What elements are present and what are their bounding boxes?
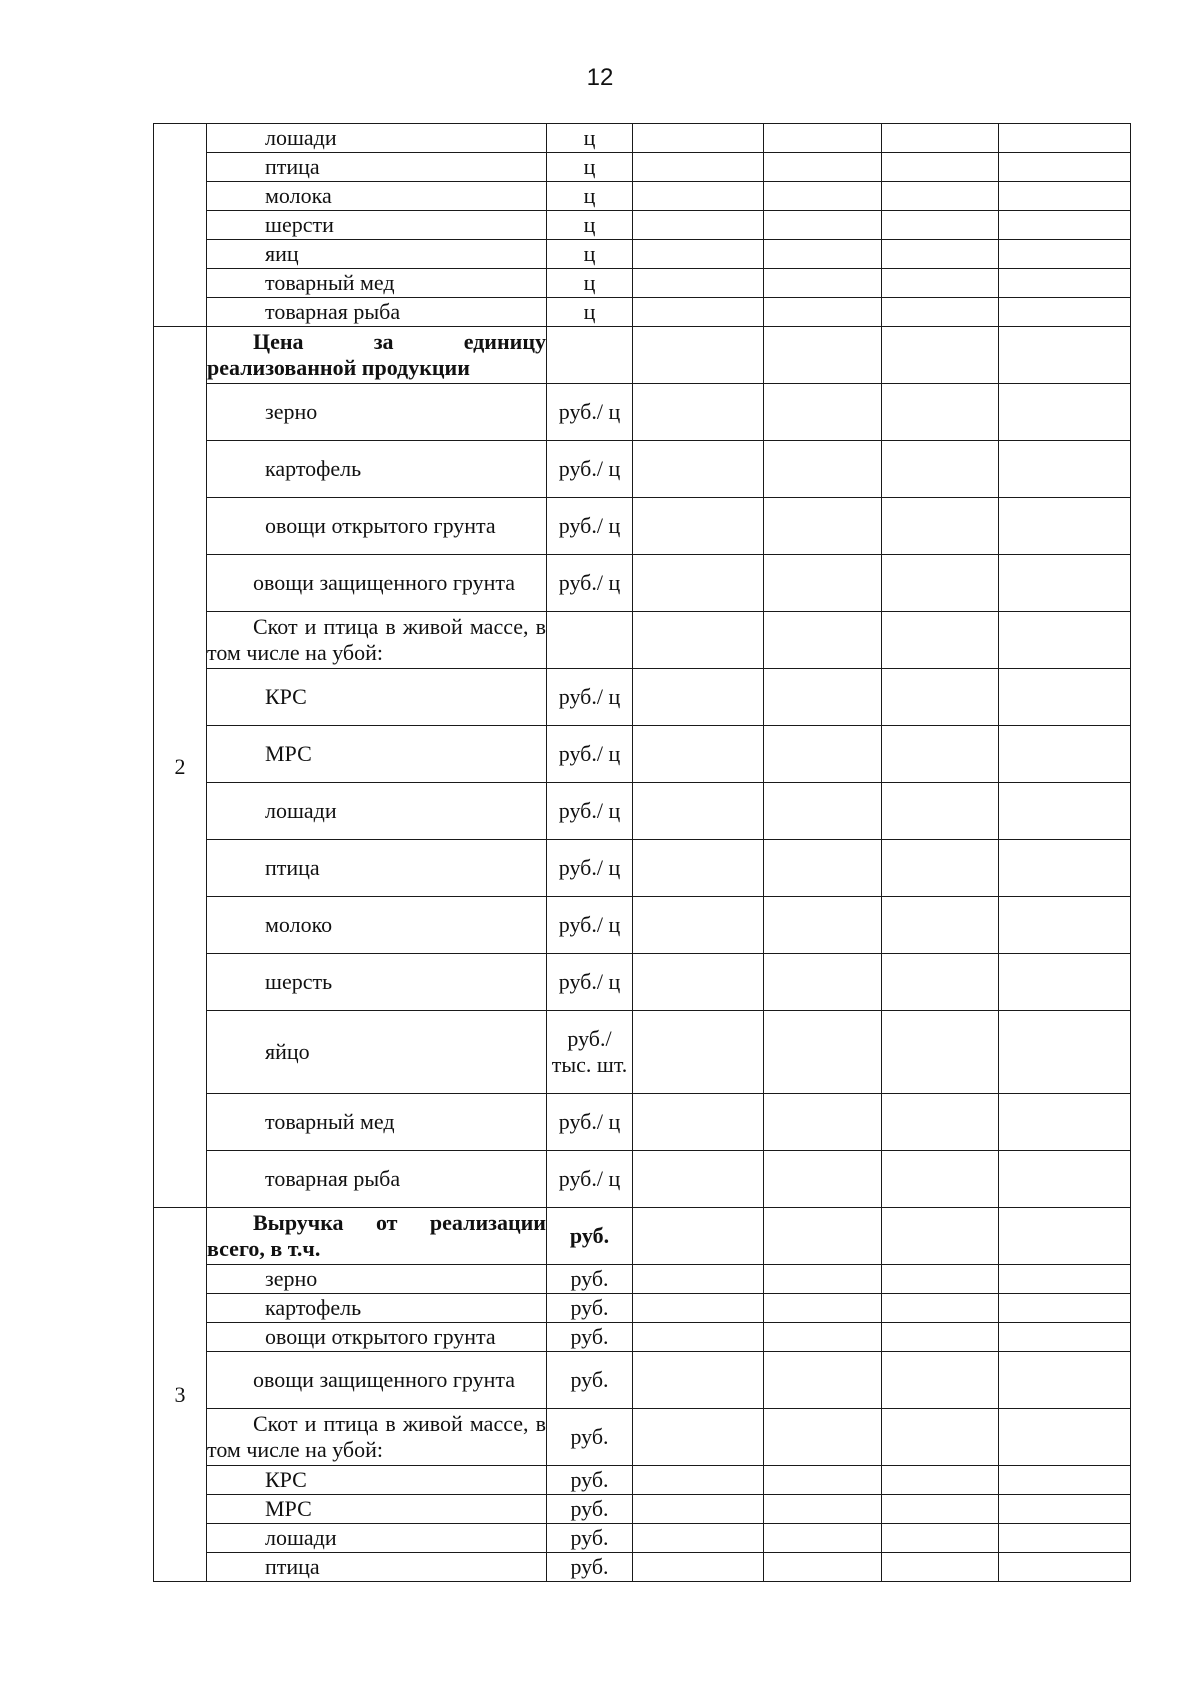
- unit-cell: руб.: [547, 1352, 633, 1409]
- unit-cell: руб.: [547, 1294, 633, 1323]
- unit-cell: руб./ ц: [547, 1094, 633, 1151]
- value-cell[interactable]: [999, 1323, 1131, 1352]
- table-row: [154, 269, 1131, 298]
- value-cell[interactable]: [999, 840, 1131, 897]
- row-label-cell: [207, 1208, 547, 1265]
- data-table: [153, 123, 1131, 1582]
- table-row: [154, 840, 1131, 897]
- page-number: 12: [586, 64, 614, 91]
- value-cell[interactable]: [882, 954, 999, 1011]
- unit-cell: ц: [547, 124, 633, 153]
- value-cell[interactable]: [764, 182, 882, 211]
- value-cell[interactable]: [764, 1553, 882, 1582]
- row-label-text: Выручка от реализации всего, в т.ч.: [207, 1210, 546, 1261]
- value-cell[interactable]: [882, 1495, 999, 1524]
- row-label-cell: картофель: [207, 1294, 547, 1323]
- unit-cell: ц: [547, 269, 633, 298]
- value-cell[interactable]: [764, 1294, 882, 1323]
- value-cell[interactable]: [999, 1524, 1131, 1553]
- unit-cell: руб./ ц: [547, 897, 633, 954]
- row-label-text: овощи защищенного грунта: [253, 1367, 516, 1392]
- unit-cell: [547, 327, 633, 384]
- value-cell[interactable]: [633, 1011, 764, 1094]
- value-cell[interactable]: [882, 1094, 999, 1151]
- value-cell[interactable]: [882, 384, 999, 441]
- value-cell[interactable]: [633, 1094, 764, 1151]
- row-label-cell: товарный мед: [207, 1094, 547, 1151]
- table-row: [154, 1524, 1131, 1553]
- unit-cell: руб./ ц: [547, 726, 633, 783]
- value-cell[interactable]: [633, 897, 764, 954]
- table-row: [154, 1151, 1131, 1208]
- value-cell[interactable]: [999, 1352, 1131, 1409]
- row-label-cell: овощи открытого грунта: [207, 498, 547, 555]
- value-cell[interactable]: [764, 555, 882, 612]
- row-label-cell: товарный мед: [207, 269, 547, 298]
- value-cell[interactable]: [882, 240, 999, 269]
- row-label-cell: овощи открытого грунта: [207, 1323, 547, 1352]
- unit-cell: ц: [547, 240, 633, 269]
- row-label-cell: молоко: [207, 897, 547, 954]
- value-cell[interactable]: [882, 269, 999, 298]
- value-cell[interactable]: [999, 1495, 1131, 1524]
- row-label-cell: [207, 1409, 547, 1466]
- value-cell[interactable]: [882, 1323, 999, 1352]
- value-cell[interactable]: [764, 1409, 882, 1466]
- value-cell[interactable]: [764, 153, 882, 182]
- unit-cell: руб./ ц: [547, 840, 633, 897]
- value-cell[interactable]: [764, 269, 882, 298]
- row-label-cell: зерно: [207, 1265, 547, 1294]
- value-cell[interactable]: [764, 1208, 882, 1265]
- table-row: [154, 1265, 1131, 1294]
- value-cell[interactable]: [999, 612, 1131, 669]
- table-row: [154, 1352, 1131, 1409]
- value-cell[interactable]: [633, 669, 764, 726]
- value-cell[interactable]: [764, 783, 882, 840]
- value-cell[interactable]: [633, 1323, 764, 1352]
- table-row: [154, 1094, 1131, 1151]
- row-label-text: Цена за единицу реализованной продукции: [207, 329, 546, 380]
- row-label-cell: МРС: [207, 726, 547, 783]
- table-row: [154, 1011, 1131, 1094]
- unit-cell: руб./ тыс. шт.: [547, 1011, 633, 1094]
- table-row: [154, 1553, 1131, 1582]
- value-cell[interactable]: [999, 1553, 1131, 1582]
- value-cell[interactable]: [999, 269, 1131, 298]
- table-row: [154, 1294, 1131, 1323]
- value-cell[interactable]: [999, 498, 1131, 555]
- value-cell[interactable]: [999, 384, 1131, 441]
- value-cell[interactable]: [764, 726, 882, 783]
- unit-cell: руб.: [547, 1495, 633, 1524]
- value-cell[interactable]: [764, 384, 882, 441]
- row-label-cell: КРС: [207, 669, 547, 726]
- value-cell[interactable]: [633, 954, 764, 1011]
- table-row: [154, 124, 1131, 153]
- unit-cell: руб./ ц: [547, 498, 633, 555]
- table-row: [154, 153, 1131, 182]
- row-label-cell: шерсти: [207, 211, 547, 240]
- value-cell[interactable]: [882, 1409, 999, 1466]
- value-cell[interactable]: [882, 1265, 999, 1294]
- table-row: [154, 498, 1131, 555]
- value-cell[interactable]: [882, 612, 999, 669]
- value-cell[interactable]: [633, 1352, 764, 1409]
- value-cell[interactable]: [633, 1208, 764, 1265]
- value-cell[interactable]: [633, 783, 764, 840]
- value-cell[interactable]: [882, 1352, 999, 1409]
- table-row: [154, 1495, 1131, 1524]
- table-row: [154, 384, 1131, 441]
- value-cell[interactable]: [633, 269, 764, 298]
- value-cell[interactable]: [764, 1495, 882, 1524]
- value-cell[interactable]: [882, 1151, 999, 1208]
- value-cell[interactable]: [882, 498, 999, 555]
- unit-cell: руб.: [547, 1323, 633, 1352]
- value-cell[interactable]: [999, 1011, 1131, 1094]
- table-row: [154, 726, 1131, 783]
- value-cell[interactable]: [764, 1094, 882, 1151]
- table-row: [154, 783, 1131, 840]
- unit-cell: руб.: [547, 1208, 633, 1265]
- value-cell[interactable]: [882, 897, 999, 954]
- value-cell[interactable]: [633, 384, 764, 441]
- value-cell[interactable]: [764, 612, 882, 669]
- unit-cell: руб.: [547, 1265, 633, 1294]
- value-cell[interactable]: [999, 298, 1131, 327]
- unit-cell: [547, 612, 633, 669]
- value-cell[interactable]: [764, 498, 882, 555]
- unit-cell: руб.: [547, 1409, 633, 1466]
- value-cell[interactable]: [882, 726, 999, 783]
- value-cell[interactable]: [999, 182, 1131, 211]
- value-cell[interactable]: [764, 1011, 882, 1094]
- value-cell[interactable]: [999, 726, 1131, 783]
- unit-cell: руб.: [547, 1466, 633, 1495]
- unit-cell: ц: [547, 153, 633, 182]
- unit-cell: ц: [547, 182, 633, 211]
- row-label-cell: яйцо: [207, 1011, 547, 1094]
- value-cell[interactable]: [764, 124, 882, 153]
- value-cell[interactable]: [633, 124, 764, 153]
- value-cell[interactable]: [764, 240, 882, 269]
- value-cell[interactable]: [999, 124, 1131, 153]
- value-cell[interactable]: [633, 298, 764, 327]
- value-cell[interactable]: [764, 1323, 882, 1352]
- value-cell[interactable]: [633, 1151, 764, 1208]
- value-cell[interactable]: [764, 1265, 882, 1294]
- value-cell[interactable]: [633, 182, 764, 211]
- value-cell[interactable]: [882, 783, 999, 840]
- value-cell[interactable]: [764, 1524, 882, 1553]
- table-row: [154, 897, 1131, 954]
- value-cell[interactable]: [999, 897, 1131, 954]
- table-row: [154, 954, 1131, 1011]
- value-cell[interactable]: [999, 1265, 1131, 1294]
- unit-cell: руб./ ц: [547, 954, 633, 1011]
- row-label-text: овощи защищенного грунта: [253, 570, 516, 595]
- value-cell[interactable]: [882, 1011, 999, 1094]
- row-label-cell: лошади: [207, 124, 547, 153]
- value-cell[interactable]: [633, 1294, 764, 1323]
- row-label-cell: яиц: [207, 240, 547, 269]
- table-row: [154, 240, 1131, 269]
- row-label-cell: [207, 612, 547, 669]
- table-row: [154, 555, 1131, 612]
- value-cell[interactable]: [999, 153, 1131, 182]
- value-cell[interactable]: [633, 840, 764, 897]
- table-row: [154, 211, 1131, 240]
- value-cell[interactable]: [633, 327, 764, 384]
- row-label-text: Скот и птица в живой массе, в том числе на убой:: [207, 1411, 546, 1462]
- row-label-cell: МРС: [207, 1495, 547, 1524]
- table-row: [154, 298, 1131, 327]
- row-label-cell: птица: [207, 840, 547, 897]
- row-label-cell: лошади: [207, 783, 547, 840]
- row-label-cell: шерсть: [207, 954, 547, 1011]
- value-cell[interactable]: [999, 669, 1131, 726]
- value-cell[interactable]: [999, 327, 1131, 384]
- table-row: [154, 1208, 1131, 1265]
- value-cell[interactable]: [633, 1265, 764, 1294]
- table-row: [154, 612, 1131, 669]
- value-cell[interactable]: [999, 954, 1131, 1011]
- value-cell[interactable]: [999, 1466, 1131, 1495]
- value-cell[interactable]: [999, 441, 1131, 498]
- value-cell[interactable]: [633, 211, 764, 240]
- value-cell[interactable]: [882, 840, 999, 897]
- value-cell[interactable]: [764, 897, 882, 954]
- value-cell[interactable]: [633, 555, 764, 612]
- table-row: [154, 1466, 1131, 1495]
- value-cell[interactable]: [999, 1094, 1131, 1151]
- table-row: [154, 1323, 1131, 1352]
- value-cell[interactable]: [764, 298, 882, 327]
- unit-cell: ц: [547, 298, 633, 327]
- unit-cell: ц: [547, 211, 633, 240]
- value-cell[interactable]: [999, 1208, 1131, 1265]
- value-cell[interactable]: [633, 1524, 764, 1553]
- value-cell[interactable]: [633, 1409, 764, 1466]
- unit-cell: руб./ ц: [547, 783, 633, 840]
- value-cell[interactable]: [764, 1466, 882, 1495]
- value-cell[interactable]: [764, 327, 882, 384]
- value-cell[interactable]: [882, 1553, 999, 1582]
- value-cell[interactable]: [882, 124, 999, 153]
- value-cell[interactable]: [882, 441, 999, 498]
- row-label-cell: [207, 555, 547, 612]
- value-cell[interactable]: [633, 153, 764, 182]
- value-cell[interactable]: [764, 1151, 882, 1208]
- value-cell[interactable]: [633, 1495, 764, 1524]
- value-cell[interactable]: [633, 726, 764, 783]
- row-label-cell: КРС: [207, 1466, 547, 1495]
- unit-cell: руб./ ц: [547, 1151, 633, 1208]
- value-cell[interactable]: [764, 669, 882, 726]
- value-cell[interactable]: [999, 555, 1131, 612]
- value-cell[interactable]: [999, 1294, 1131, 1323]
- table-row: [154, 182, 1131, 211]
- value-cell[interactable]: [633, 1466, 764, 1495]
- table-row: [154, 1409, 1131, 1466]
- unit-cell: руб.: [547, 1553, 633, 1582]
- row-label-cell: картофель: [207, 441, 547, 498]
- value-cell[interactable]: [882, 298, 999, 327]
- section-number-cell: 2: [154, 327, 207, 1208]
- value-cell[interactable]: [764, 441, 882, 498]
- value-cell[interactable]: [882, 211, 999, 240]
- row-label-text: Скот и птица в живой массе, в том числе на убой:: [207, 614, 546, 665]
- row-label-cell: птица: [207, 153, 547, 182]
- value-cell[interactable]: [882, 1524, 999, 1553]
- section-number-cell: [154, 124, 207, 327]
- table-row: [154, 669, 1131, 726]
- value-cell[interactable]: [633, 441, 764, 498]
- row-label-cell: [207, 1352, 547, 1409]
- unit-cell: руб./ ц: [547, 669, 633, 726]
- value-cell[interactable]: [882, 153, 999, 182]
- value-cell[interactable]: [999, 240, 1131, 269]
- value-cell[interactable]: [633, 498, 764, 555]
- unit-cell: руб.: [547, 1524, 633, 1553]
- row-label-cell: [207, 327, 547, 384]
- unit-cell: руб./ ц: [547, 555, 633, 612]
- value-cell[interactable]: [633, 612, 764, 669]
- value-cell[interactable]: [999, 1151, 1131, 1208]
- value-cell[interactable]: [633, 240, 764, 269]
- row-label-cell: товарная рыба: [207, 298, 547, 327]
- value-cell[interactable]: [999, 211, 1131, 240]
- value-cell[interactable]: [999, 783, 1131, 840]
- value-cell[interactable]: [882, 1294, 999, 1323]
- section-number-cell: 3: [154, 1208, 207, 1582]
- unit-cell: руб./ ц: [547, 441, 633, 498]
- value-cell[interactable]: [882, 669, 999, 726]
- value-cell[interactable]: [764, 211, 882, 240]
- value-cell[interactable]: [882, 1208, 999, 1265]
- value-cell[interactable]: [633, 1553, 764, 1582]
- row-label-cell: лошади: [207, 1524, 547, 1553]
- row-label-cell: птица: [207, 1553, 547, 1582]
- value-cell[interactable]: [882, 182, 999, 211]
- value-cell[interactable]: [764, 954, 882, 1011]
- table-row: [154, 327, 1131, 384]
- unit-cell: руб./ ц: [547, 384, 633, 441]
- value-cell[interactable]: [882, 1466, 999, 1495]
- value-cell[interactable]: [999, 1409, 1131, 1466]
- value-cell[interactable]: [764, 840, 882, 897]
- value-cell[interactable]: [764, 1352, 882, 1409]
- row-label-cell: зерно: [207, 384, 547, 441]
- value-cell[interactable]: [882, 327, 999, 384]
- table-row: [154, 441, 1131, 498]
- row-label-cell: молока: [207, 182, 547, 211]
- row-label-cell: товарная рыба: [207, 1151, 547, 1208]
- value-cell[interactable]: [882, 555, 999, 612]
